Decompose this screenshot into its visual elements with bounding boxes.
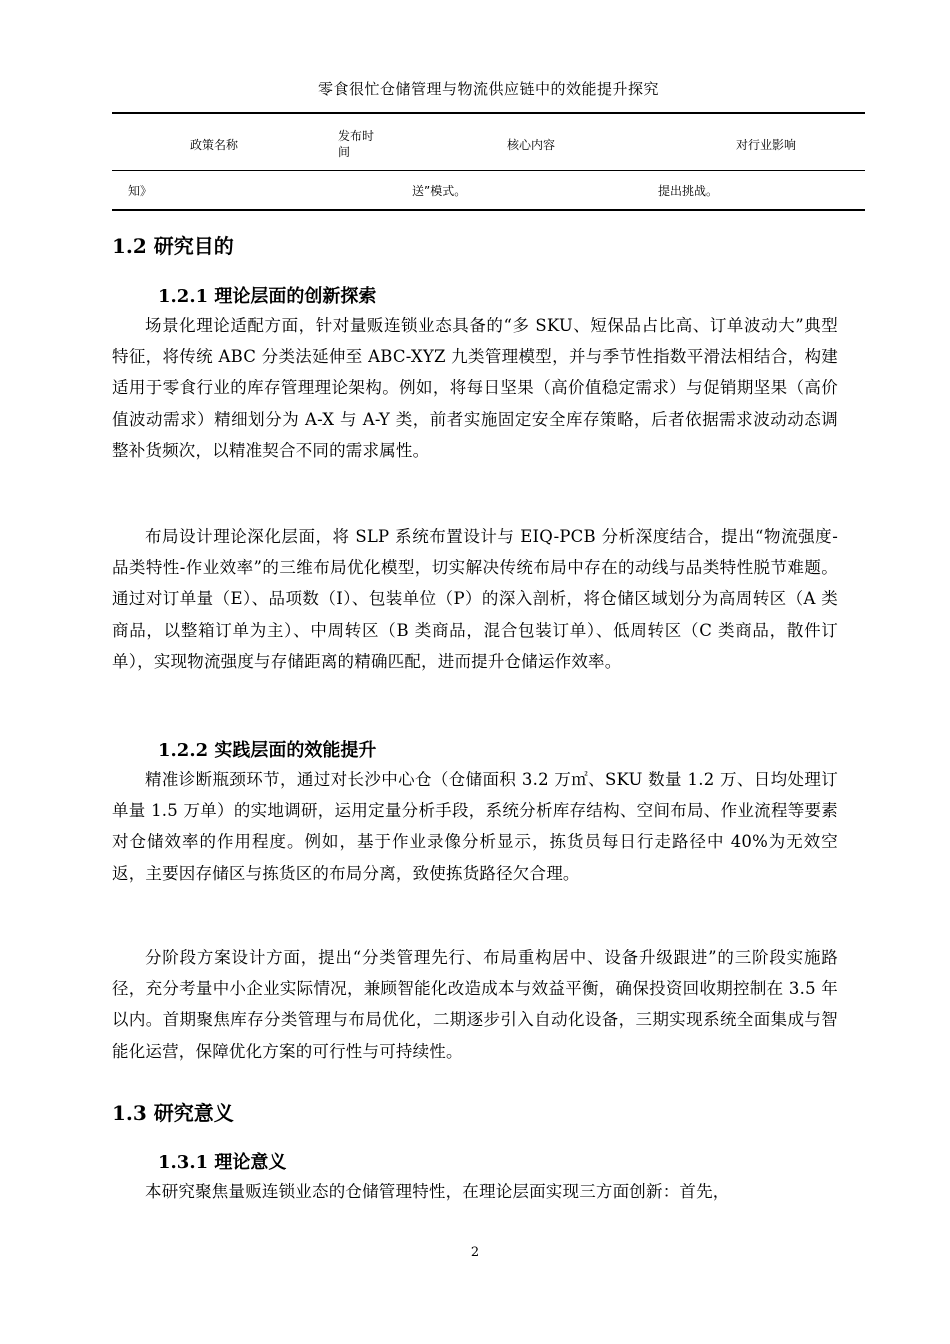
section-heading-1-2-1: 1.2.1 理论层面的创新探索 [158, 286, 377, 307]
table-header-cell: 对行业影响 [736, 138, 797, 152]
table-header-cell-line: 间 [338, 145, 351, 159]
table-bottom-rule [112, 209, 865, 211]
table-cell: 提出挑战。 [658, 184, 719, 198]
section-heading-1-3: 1.3 研究意义 [112, 1101, 234, 1125]
table-cell: 送”模式。 [412, 184, 467, 198]
section-heading-1-2-2: 1.2.2 实践层面的效能提升 [158, 740, 377, 761]
paragraph: 场景化理论适配方面，针对量贩连锁业态具备的“多 SKU、短保品占比高、订单波动大”典型特征，将传统 ABC 分类法延伸至 ABC-XYZ 九类管理模型，并与季节性指数平滑法相结合，构建适用于零食行业的库存管理理论架构。例如，将每日坚果（高价值稳定需求）与促销期坚果（高价值波动需求）精细划分为 A-X 与 A-Y 类，前者实施固定安全库存策略，后者依据需求波动动态调整补货频次，以精准契合不同的需求属性。 [112, 316, 838, 460]
table-header-cell-line: 发布时 [338, 129, 375, 143]
paragraph: 布局设计理论深化层面，将 SLP 系统布置设计与 EIQ-PCB 分析深度结合，提出“物流强度-品类特性-作业效率”的三维布局优化模型，切实解决传统布局中存在的动线与品类特性脱节难题。通过对订单量（E）、品项数（I）、包装单位（P）的深入剖析，将仓储区域划分为高周转区（A 类商品，以整箱订单为主）、中周转区（B 类商品，混合包装订单）、低周转区（C 类商品，散件订单），实现物流强度与存储距离的精确匹配，进而提升仓储运作效率。 [112, 527, 838, 671]
paragraph: 本研究聚焦量贩连锁业态的仓储管理特性，在理论层面实现三方面创新：首先， [145, 1182, 730, 1201]
header-rule [112, 112, 865, 114]
section-heading-1-3-1: 1.3.1 理论意义 [158, 1152, 287, 1173]
table-header-cell: 政策名称 [190, 138, 239, 152]
page-header: 零食很忙仓储管理与物流供应链中的效能提升探究 [317, 80, 659, 98]
paragraph: 精准诊断瓶颈环节，通过对长沙中心仓（仓储面积 3.2 万㎡、SKU 数量 1.2 万、日均处理订单量 1.5 万单）的实地调研，运用定量分析手段，系统分析库存结构、空间布局、作业流程等要素对仓储效率的作用程度。例如，基于作业录像分析显示，拣货员每日行走路径中 40%为无效空返，主要因存储区与拣货区的布局分离，致使拣货路径欠合理。 [112, 770, 838, 883]
table-header-cell: 核心内容 [507, 138, 556, 152]
table-row-divider [112, 170, 865, 171]
page-number: 2 [470, 1245, 480, 1260]
table-header-cell [338, 128, 374, 160]
table-cell: 知》 [128, 184, 153, 198]
paragraph: 分阶段方案设计方面，提出“分类管理先行、布局重构居中、设备升级跟进”的三阶段实施路径，充分考量中小企业实际情况，兼顾智能化改造成本与效益平衡，确保投资回收期控制在 3.5 年以内。首期聚焦库存分类管理与布局优化，二期逐步引入自动化设备，三期实现系统全面集成与智能化运营，保障优化方案的可行性与可持续性。 [112, 948, 838, 1061]
section-heading-1-2: 1.2 研究目的 [112, 234, 234, 258]
